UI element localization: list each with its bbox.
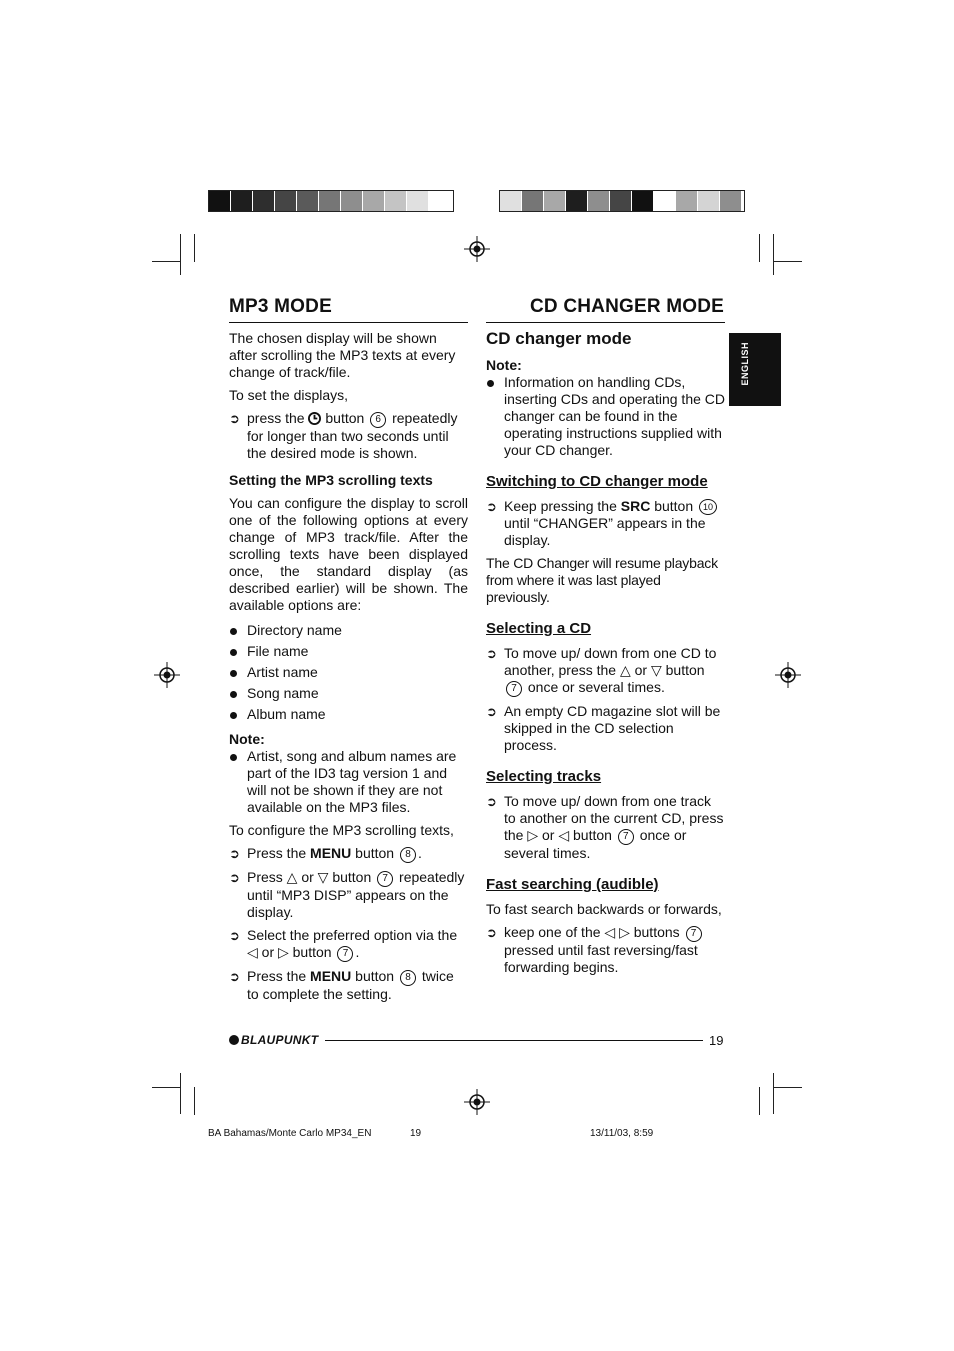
slug-file: BA Bahamas/Monte Carlo MP34_EN (208, 1128, 372, 1139)
configure-paragraph: You can configure the display to scroll one of the following options at every change of MP3 track/file. After the scrolling texts have been displayed once, the standard display (as described earlier) will be shown. The available options are: (229, 495, 468, 613)
grayscale-bar-right (499, 190, 745, 212)
page-number: 19 (709, 1033, 724, 1048)
button-number-badge: 7 (686, 926, 702, 942)
crop-mark (759, 1087, 760, 1115)
left-column (229, 330, 468, 1009)
arrow-icon: ➲ (486, 499, 497, 514)
mp3-mode-title: MP3 MODE (229, 296, 332, 317)
button-number-badge: 7 (337, 946, 353, 962)
crop-mark (152, 1087, 181, 1088)
cd-changer-heading: CD changer mode (486, 329, 632, 348)
button-number-badge: 6 (370, 412, 386, 428)
arrow-icon: ➲ (229, 928, 240, 943)
button-number-badge: 8 (400, 847, 416, 863)
arrow-icon: ➲ (229, 969, 240, 984)
step-item: ➲ Press the MENU button 8 . (229, 845, 422, 861)
arrow-icon: ➲ (229, 870, 240, 885)
arrow-icon: ➲ (229, 411, 240, 426)
color-swatch (253, 191, 275, 211)
arrow-icon: ➲ (486, 646, 497, 661)
color-swatch (363, 191, 385, 211)
step-item: ➲ Keep pressing the SRC button 10 until “CHANGER” appears in the display. (486, 498, 726, 549)
crop-mark (194, 234, 195, 262)
color-swatch (522, 191, 544, 211)
title-rule-left (229, 322, 468, 323)
list-item: Directory name (229, 622, 468, 639)
list-item: Album name (229, 706, 468, 723)
registration-target-icon (464, 236, 490, 262)
list-item: Artist name (229, 664, 468, 681)
color-swatch (698, 191, 720, 211)
crop-mark (773, 234, 774, 275)
switching-heading: Switching to CD changer mode (486, 473, 708, 490)
brand-logo-icon (229, 1035, 239, 1045)
button-number-badge: 10 (699, 499, 717, 515)
set-displays-text: To set the displays, (229, 387, 349, 403)
arrow-icon: ➲ (229, 846, 240, 861)
brand-logo: BLAUPUNKT (229, 1033, 318, 1047)
color-swatch (566, 191, 588, 211)
step-item: ➲ To move up/ down from one CD to another, press the △ or ▽ button 7 once or several times. (486, 645, 717, 695)
color-swatch (297, 191, 319, 211)
arrow-icon: ➲ (486, 794, 497, 809)
right-column (486, 330, 726, 982)
slug-date: 13/11/03, 8:59 (590, 1128, 654, 1139)
step-item: ➲ Press △ or ▽ button 7 repeatedly until “MP3 DISP” appears on the display. (229, 869, 465, 920)
step-item: ➲ press the button 6 repeatedly for longer than two seconds until the desired mode is shown. (229, 410, 458, 461)
color-swatch (588, 191, 610, 211)
registration-target-icon (154, 662, 180, 688)
crop-mark (759, 234, 760, 262)
configure-intro: To configure the MP3 scrolling texts, (229, 822, 454, 838)
color-swatch (429, 191, 451, 211)
color-swatch (720, 191, 742, 211)
color-swatch (231, 191, 253, 211)
slug-page: 19 (410, 1128, 422, 1139)
sub-heading: Setting the MP3 scrolling texts (229, 472, 433, 488)
note-label: Note: (229, 731, 265, 747)
grayscale-bar-left (208, 190, 454, 212)
list-item: Song name (229, 685, 468, 702)
crop-mark (194, 1087, 195, 1115)
color-swatch (610, 191, 632, 211)
step-item: ➲ Select the preferred option via the ◁ or ▷ button 7 . (229, 927, 458, 960)
color-swatch (319, 191, 341, 211)
registration-target-icon (464, 1089, 490, 1115)
color-swatch (632, 191, 654, 211)
language-tab (729, 333, 781, 406)
arrow-icon: ➲ (486, 925, 497, 940)
step-item: ➲ keep one of the ◁ ▷ buttons 7 pressed until fast reversing/fast forwarding begins. (486, 924, 726, 976)
color-swatch (654, 191, 676, 211)
selecting-cd-heading: Selecting a CD (486, 620, 592, 637)
button-number-badge: 7 (618, 829, 634, 845)
fast-search-heading: Fast searching (audible) (486, 876, 659, 893)
button-number-badge: 7 (377, 871, 393, 887)
note-label: Note: (486, 357, 522, 373)
step-item: ➲ Press the MENU button 8 twice to complete the setting. (229, 968, 454, 1002)
step-item: ➲ An empty CD magazine slot will be skipped in the CD selection process. (486, 703, 721, 753)
step-item: ➲ To move up/ down from one track to another on the current CD, press the ▷ or ◁ button 7 once or several times. (486, 793, 724, 861)
crop-mark (180, 1073, 181, 1114)
cd-changer-mode-title: CD CHANGER MODE (530, 296, 725, 317)
footer-rule (325, 1040, 703, 1041)
color-swatch (676, 191, 698, 211)
list-item: File name (229, 643, 468, 660)
registration-target-icon (775, 662, 801, 688)
title-rule-right (486, 322, 725, 323)
selecting-tracks-heading: Selecting tracks (486, 768, 602, 785)
color-swatch (341, 191, 363, 211)
crop-mark (773, 261, 802, 262)
resume-text: The CD Changer will resume playback from where it was last played previously. (486, 555, 718, 605)
crop-mark (180, 234, 181, 275)
fast-search-intro: To fast search backwards or forwards, (486, 901, 722, 917)
button-number-badge: 7 (506, 681, 522, 697)
clock-icon (308, 412, 321, 425)
language-label: ENGLISH (740, 342, 750, 386)
color-swatch (385, 191, 407, 211)
color-swatch (275, 191, 297, 211)
button-number-badge: 8 (400, 970, 416, 986)
color-swatch (544, 191, 566, 211)
crop-mark (152, 261, 181, 262)
color-swatch (407, 191, 429, 211)
arrow-icon: ➲ (486, 704, 497, 719)
note-item: Artist, song and album names are part of the ID3 tag version 1 and will not be shown if they are not available on the MP3 files. (229, 748, 468, 816)
color-swatch (209, 191, 231, 211)
options-list (229, 622, 468, 723)
note-item: Information on handling CDs, inserting CDs and operating the CD changer can be found in the operating instructions supplied with your CD changer. (486, 374, 726, 459)
intro-text: The chosen display will be shown after scrolling the MP3 texts at every change of track/file. (229, 330, 456, 380)
color-swatch (500, 191, 522, 211)
crop-mark (773, 1087, 802, 1088)
crop-mark (773, 1073, 774, 1114)
